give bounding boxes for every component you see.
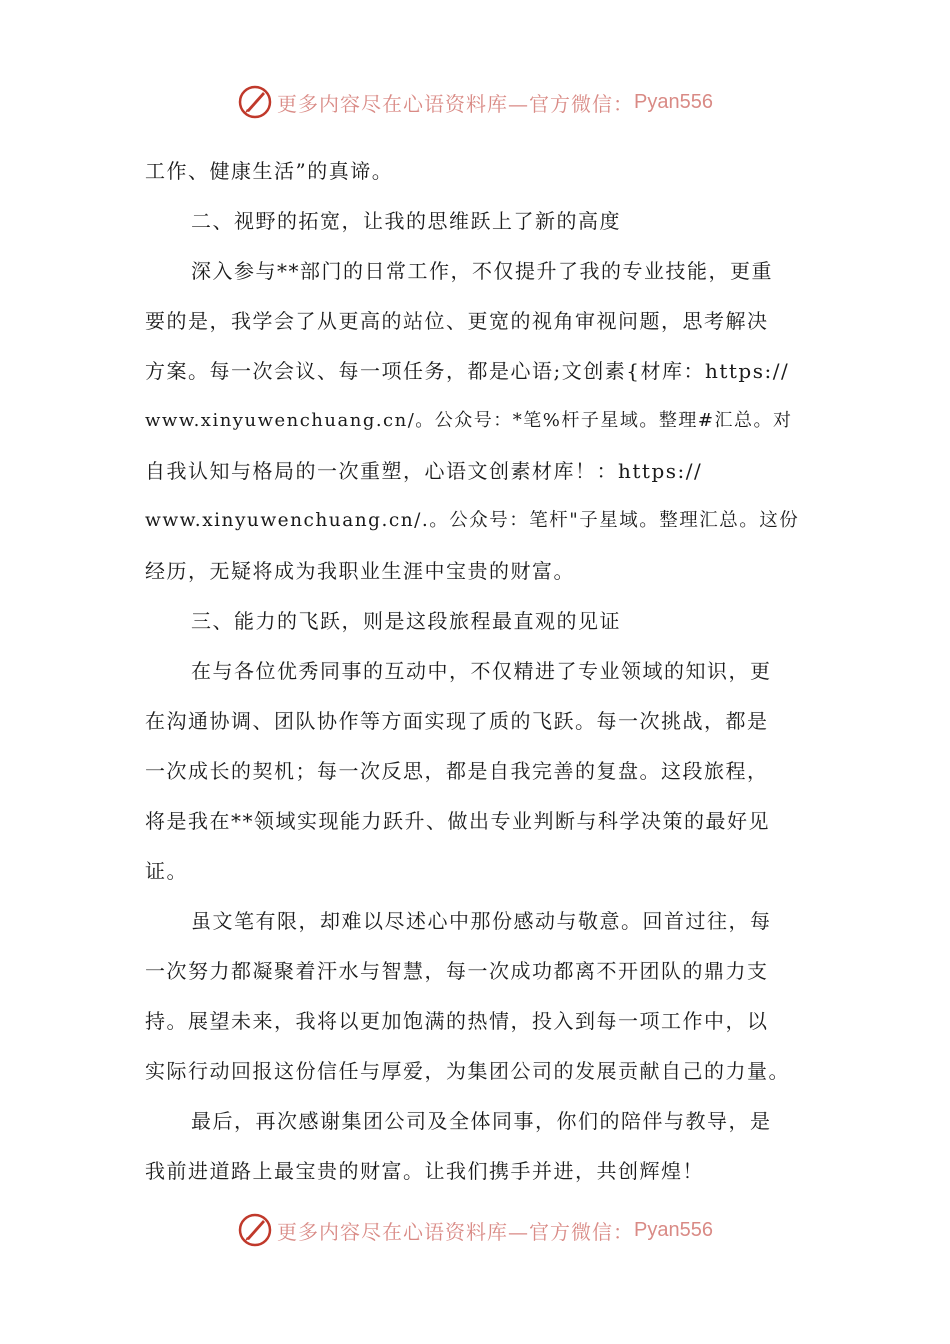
- text-line: 证。: [145, 859, 188, 883]
- quill-logo-icon: [237, 1212, 273, 1248]
- text-line: www.xinyuwenchuang.cn/.。公众号：笔杆"子星域。整理汇总。这份: [145, 510, 800, 531]
- header-banner: [0, 82, 950, 122]
- text-line: 在沟通协调、团队协作等方面实现了质的飞跃。每一次挑战，都是: [145, 709, 769, 733]
- text-line: 实际行动回报这份信任与厚爱，为集团公司的发展贡献自己的力量。: [145, 1059, 790, 1083]
- document-body: [145, 146, 805, 1196]
- text-line: 深入参与**部门的日常工作，不仅提升了我的专业技能，更重: [191, 259, 773, 283]
- text-line: 持。展望未来，我将以更加饱满的热情，投入到每一项工作中，以: [145, 1009, 769, 1033]
- text-line: 方案。每一次会议、每一项任务，都是心语;文创素{材库：https://: [145, 359, 790, 383]
- text-line: www.xinyuwenchuang.cn/。公众号：*笔%杆子星域。整理#汇总。对: [145, 410, 793, 431]
- text-line: 将是我在**领域实现能力跃升、做出专业判断与科学决策的最好见: [145, 809, 770, 833]
- text-line: 一次努力都凝聚着汗水与智慧，每一次成功都离不开团队的鼎力支: [145, 959, 769, 983]
- text-line: 虽文笔有限，却难以尽述心中那份感动与敬意。回首过往，每: [191, 909, 772, 933]
- text-line: 要的是，我学会了从更高的站位、更宽的视角审视问题，思考解决: [145, 309, 769, 333]
- text-line: 在与各位优秀同事的互动中，不仅精进了专业领域的知识，更: [191, 659, 772, 683]
- text-line: 二、视野的拓宽，让我的思维跃上了新的高度: [191, 209, 621, 233]
- banner-text: 更多内容尽在心语资料库—官方微信：: [277, 91, 635, 116]
- banner-text: 更多内容尽在心语资料库—官方微信：: [277, 1219, 635, 1244]
- text-line: 三、能力的飞跃，则是这段旅程最直观的见证: [191, 609, 621, 633]
- text-line: 一次成长的契机；每一次反思，都是自我完善的复盘。这段旅程，: [145, 759, 769, 783]
- text-line: 最后，再次感谢集团公司及全体同事，你们的陪伴与教导，是: [191, 1109, 772, 1133]
- text-line: 我前进道路上最宝贵的财富。让我们携手并进，共创辉煌！: [145, 1159, 704, 1183]
- banner-wechat-id: Pyan556: [634, 1218, 713, 1241]
- quill-logo-icon: [237, 84, 273, 120]
- text-line: 经历，无疑将成为我职业生涯中宝贵的财富。: [145, 559, 575, 583]
- footer-banner: [0, 1210, 950, 1250]
- text-line: 工作、健康生活”的真谛。: [145, 159, 394, 183]
- banner-wechat-id: Pyan556: [634, 90, 713, 113]
- text-line: 自我认知与格局的一次重塑，心语文创素材库！：https://: [145, 459, 703, 483]
